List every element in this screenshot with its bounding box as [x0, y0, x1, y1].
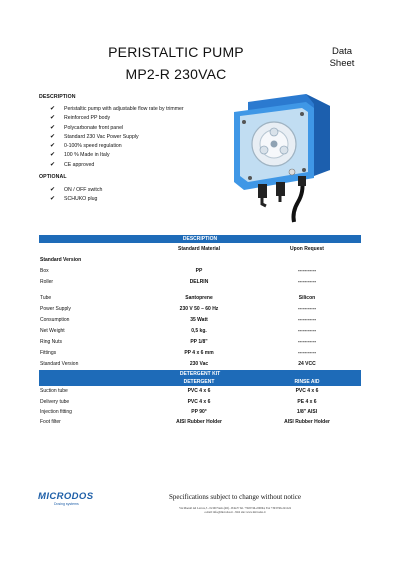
table-cell: Ring Nuts [40, 339, 62, 346]
table-cell: 230 Vac [189, 361, 209, 368]
list-item [50, 124, 184, 133]
table-cell: 24 VCC [298, 361, 316, 368]
table-cell: PVC 4 x 6 [295, 388, 319, 395]
data-sheet-line-1: Data [331, 46, 353, 57]
list-item-text: 0-100% speed regulation [64, 143, 122, 150]
table-cell: 35 Watt [190, 317, 208, 324]
table-row [39, 315, 361, 326]
checkmark-icon: ✔ [50, 187, 56, 193]
description-list [50, 105, 184, 170]
table-cell: 0,5 kg. [191, 328, 207, 335]
table-cell: Silicon [298, 294, 316, 301]
list-item-text: SCHUKO plug [64, 196, 98, 203]
data-sheet-label [322, 46, 362, 70]
table-title-bar: DESCRIPTION [39, 235, 361, 243]
checkmark-icon: ✔ [50, 152, 56, 159]
table-cell: AISI Rubber Holder [284, 419, 330, 426]
table-cell: PP 1/8" [190, 339, 208, 346]
table-row [39, 417, 361, 427]
list-item [50, 151, 184, 160]
list-item [50, 161, 184, 170]
optional-heading: OPTIONAL [39, 174, 67, 180]
page-title [86, 41, 266, 85]
table-row [39, 326, 361, 337]
table-cell: Roller [40, 278, 54, 285]
specs-table [39, 235, 361, 428]
list-item-text: Standard 230 Vac Power Supply [64, 133, 139, 140]
checkmark-icon: ✔ [50, 161, 56, 168]
standard-version-heading [39, 254, 361, 265]
table-row [39, 337, 361, 348]
table-row [39, 292, 361, 303]
table-cell: PP 4 x 6 mm [184, 350, 214, 357]
table-row [39, 396, 361, 406]
table-cell: 230 V 50 – 60 Hz [179, 306, 219, 313]
title-line-2: MP2-R 230VAC [125, 66, 227, 82]
table-cell: Suction tube [40, 388, 68, 395]
table-cell: DELRIN [189, 278, 209, 285]
table-cell: Consumption [40, 317, 70, 324]
table-cell: Net Weight [40, 328, 65, 335]
table-cell: ----------- [297, 339, 317, 346]
list-item [50, 195, 102, 204]
list-item [50, 186, 102, 195]
table-cell: PVC 4 x 6 [187, 398, 211, 405]
optional-list [50, 186, 102, 205]
table-cell: 1/8" AISI [296, 409, 318, 415]
list-item-text: CE approved [64, 161, 95, 168]
checkmark-icon: ✔ [50, 124, 56, 131]
checkmark-icon: ✔ [50, 133, 56, 140]
detergent-kit-header [39, 378, 361, 386]
checkmark-icon: ✔ [50, 115, 56, 122]
table-cell: ----------- [297, 267, 317, 274]
list-item [50, 142, 184, 151]
table-cell: Santoprene [185, 294, 213, 301]
table-cell: PP [195, 267, 203, 274]
table-cell: ----------- [297, 306, 317, 313]
table-cell: Power Supply [40, 306, 71, 313]
list-item-text: 100 % Made in Italy [64, 152, 110, 159]
table-cell: PVC 4 x 6 [187, 388, 211, 395]
title-line-1: PERISTALTIC PUMP [108, 44, 244, 60]
microdos-logo [38, 491, 100, 506]
pump-image [228, 92, 336, 224]
table-column-headers [39, 243, 361, 254]
detergent-kit-bar: DETERGENT KIT [39, 370, 361, 378]
table-cell: Injection fitting [40, 409, 72, 415]
table-cell: Fittings [40, 350, 57, 357]
checkmark-icon: ✔ [50, 106, 56, 112]
table-row [39, 407, 361, 417]
logo-text: MICRODOS [38, 491, 94, 502]
col-standard-material: Standard Material [178, 245, 220, 252]
table-cell: PP 90° [191, 409, 207, 415]
table-row [39, 265, 361, 276]
checkmark-icon: ✔ [50, 196, 56, 203]
table-cell: ----------- [297, 328, 317, 335]
table-cell: Delivery tube [40, 398, 70, 405]
address-line-2: e-mail: info@microdos.it - Web site: www.microdos.it [204, 511, 266, 514]
table-cell: ----------- [297, 350, 317, 357]
table-cell: Tube [40, 294, 52, 301]
description-heading: DESCRIPTION [39, 94, 76, 100]
list-item [50, 105, 184, 114]
footer-address [110, 507, 360, 515]
table-row [39, 303, 361, 314]
table-cell: Foot filter [40, 419, 61, 426]
standard-version-label: Standard Version [40, 256, 82, 263]
table-cell: ----------- [297, 278, 317, 285]
list-item [50, 133, 184, 142]
checkmark-icon: ✔ [50, 143, 56, 150]
table-cell: ----------- [297, 317, 317, 324]
list-item-text: Peristaltic pump with adjustable flow rate by trimmer [64, 106, 184, 112]
list-item-text: Polycarbonate front panel [64, 124, 124, 131]
list-item [50, 114, 184, 123]
col-detergent: DETERGENT [183, 379, 215, 386]
table-cell: AISI Rubber Holder [176, 419, 222, 426]
address-line-1: Via Maestri del Lavoro,5 - 02100 Vazia (RI) - ITALY Tel. +39/0746-229064, Fax +39/0746-221224 [179, 507, 291, 510]
table-cell: Box [40, 267, 49, 274]
table-row [39, 386, 361, 396]
table-row [39, 359, 361, 370]
table-cell: PE 4 x 6 [297, 398, 317, 405]
logo-subtitle: Dosing systems [54, 502, 79, 506]
col-upon-request: Upon Request [290, 245, 324, 252]
table-rows-group-a [39, 265, 361, 287]
detergent-kit-rows [39, 386, 361, 428]
table-cell: Standard Version [40, 361, 79, 368]
list-item-text: Reinforced PP body [64, 115, 111, 122]
table-row [39, 348, 361, 359]
list-item-text: ON / OFF switch [64, 187, 103, 193]
footer-notice: Specifications subject to change without notice [169, 493, 301, 501]
table-row [39, 276, 361, 287]
col-rinse-aid: RINSE AID [294, 379, 320, 386]
table-rows-group-b [39, 292, 361, 370]
data-sheet-line-2: Sheet [329, 58, 355, 69]
